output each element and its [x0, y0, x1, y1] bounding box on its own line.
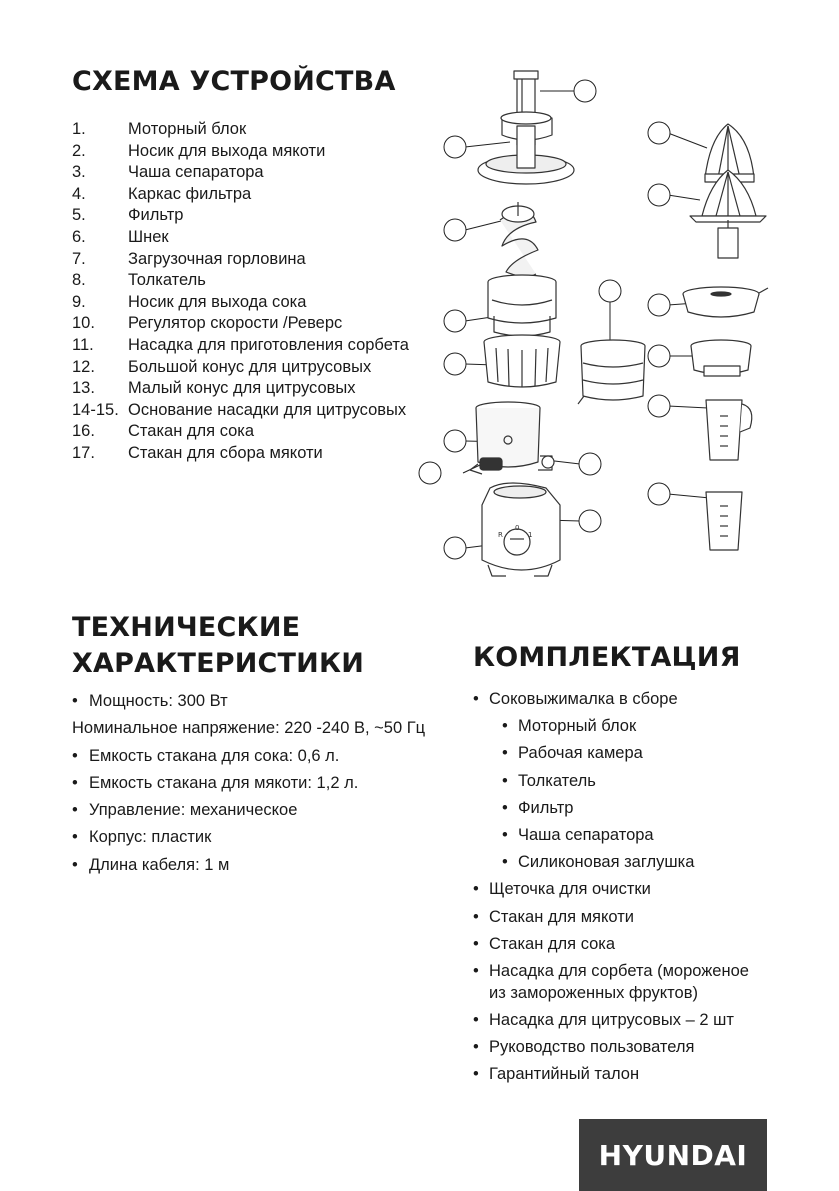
part-number: 4. [72, 184, 86, 203]
kit-title: КОМПЛЕКТАЦИЯ [473, 642, 741, 673]
large-citrus-cone-illustration [690, 170, 766, 258]
part-label: Чаша сепаратора [128, 163, 264, 182]
citrus-separator-illustration [691, 340, 751, 376]
callout-circle [444, 537, 466, 559]
kit-subitem: • Моторный блок [473, 715, 763, 737]
motor-base-illustration [482, 483, 560, 576]
feed-chute-illustration [478, 112, 574, 184]
part-label: Толкатель [128, 271, 206, 290]
part-item [72, 335, 409, 357]
part-item [72, 421, 409, 443]
dial-label-on: 1 [528, 531, 533, 539]
tech-title-line1: ТЕХНИЧЕСКИЕ [72, 612, 301, 643]
kit-subitem: • Рабочая камера [473, 742, 763, 764]
part-item [72, 270, 409, 292]
part-number: 12. [72, 357, 95, 376]
part-number: 2. [72, 141, 86, 160]
kit-item: • Стакан для сока [473, 933, 763, 955]
part-item [72, 292, 409, 314]
part-item [72, 141, 409, 163]
part-number: 6. [72, 227, 86, 246]
spec-item: • Мощность: 300 Вт [72, 688, 462, 715]
tech-specs-title [72, 610, 364, 682]
part-label: Малый конус для цитрусовых [128, 379, 356, 398]
brand-logo [579, 1119, 767, 1191]
part-item [72, 184, 409, 206]
part-item [72, 400, 409, 422]
spec-item: • Емкость стакана для сока: 0,6 л. [72, 743, 462, 770]
callout-circle [444, 430, 466, 452]
callout-circle [648, 294, 670, 316]
kit-item: • Соковыжималка в сборе [473, 688, 763, 710]
tech-title-line2: ХАРАКТЕРИСТИКИ [72, 648, 365, 679]
part-item [72, 205, 409, 227]
callout-circle [574, 80, 596, 102]
part-label: Носик для выхода мякоти [128, 141, 326, 160]
citrus-base-illustration [683, 287, 768, 317]
part-number: 16. [72, 422, 95, 441]
callout-circle [444, 310, 466, 332]
callout-circle [648, 395, 670, 417]
part-label: Шнек [128, 227, 169, 246]
part-label: Носик для выхода сока [128, 292, 307, 311]
part-label: Основание насадки для цитрусовых [128, 400, 407, 419]
part-label: Моторный блок [128, 120, 247, 138]
pulp-cup-illustration [706, 492, 742, 550]
part-label: Фильтр [128, 206, 184, 225]
kit-subitem: • Фильтр [473, 797, 763, 819]
scheme-title: СХЕМА УСТРОЙСТВА [72, 66, 396, 97]
part-number: 9. [72, 292, 86, 311]
callout-circle [444, 136, 466, 158]
filter-frame-illustration [484, 335, 560, 387]
part-number: 17. [72, 443, 95, 462]
part-item [72, 357, 409, 379]
spec-item: • Управление: механическое [72, 797, 462, 824]
kit-item: • Насадка для цитрусовых – 2 шт [473, 1009, 763, 1031]
callout-circle [648, 345, 670, 367]
filter-illustration [488, 275, 556, 336]
callout-circle [579, 453, 601, 475]
part-item [72, 249, 409, 271]
callout-circle [648, 184, 670, 206]
juice-cup-illustration [706, 400, 752, 460]
separator-bowl-illustration [470, 402, 554, 474]
part-item [72, 119, 409, 141]
callout-circle [648, 122, 670, 144]
part-item [72, 227, 409, 249]
callout-circle [648, 483, 670, 505]
spec-item: • Длина кабеля: 1 м [72, 852, 462, 879]
part-number: 11. [72, 335, 94, 354]
part-number: 8. [72, 271, 86, 290]
part-number: 1. [72, 120, 86, 138]
dial-label-reverse: R [498, 531, 503, 539]
kit-subitem: • Толкатель [473, 770, 763, 792]
part-item [72, 443, 409, 465]
kit-item: • Насадка для сорбета (мороженое из замороженных фруктов) [473, 960, 763, 1004]
dial-label-off: 0 [515, 524, 520, 532]
part-number: 10. [72, 314, 95, 333]
callout-circle [444, 353, 466, 375]
callout-circle [419, 462, 441, 484]
part-label: Большой конус для цитрусовых [128, 357, 372, 376]
spec-item: • Корпус: пластик [72, 824, 462, 851]
part-item [72, 378, 409, 400]
kit-subitem: • Чаша сепаратора [473, 824, 763, 846]
part-label: Стакан для сока [128, 422, 255, 441]
callout-circle [444, 219, 466, 241]
kit-item: • Стакан для мякоти [473, 906, 763, 928]
device-diagram [410, 60, 780, 590]
spec-item: • Емкость стакана для мякоти: 1,2 л. [72, 770, 462, 797]
kit-item: • Щеточка для очистки [473, 878, 763, 900]
callout-circle [579, 510, 601, 532]
part-number: 13. [72, 379, 95, 398]
part-number: 7. [72, 249, 86, 268]
kit-item: • Гарантийный талон [473, 1063, 763, 1085]
callout-circle [599, 280, 621, 302]
kit-subitem: • Силиконовая заглушка [473, 851, 763, 873]
part-label: Регулятор скорости /Реверс [128, 314, 343, 333]
tech-specs-list [72, 688, 462, 879]
kit-list [473, 688, 763, 1091]
kit-item: • Руководство пользователя [473, 1036, 763, 1058]
part-label: Стакан для сбора мякоти [128, 443, 323, 462]
sorbet-attachment-illustration [578, 340, 645, 404]
part-item [72, 313, 409, 335]
part-label: Насадка для приготовления сорбета [128, 335, 409, 354]
part-number: 5. [72, 206, 86, 225]
part-label: Загрузочная горловина [128, 249, 306, 268]
part-item [72, 162, 409, 184]
parts-list [72, 119, 409, 465]
spec-item: Номинальное напряжение: 220 -240 В, ~50 Гц [72, 719, 426, 738]
brand-logo-text: HYUNDAI [598, 1138, 748, 1172]
part-number: 3. [72, 163, 86, 182]
auger-illustration [500, 202, 538, 277]
part-number: 14-15. [72, 400, 119, 419]
part-label: Каркас фильтра [128, 184, 252, 203]
